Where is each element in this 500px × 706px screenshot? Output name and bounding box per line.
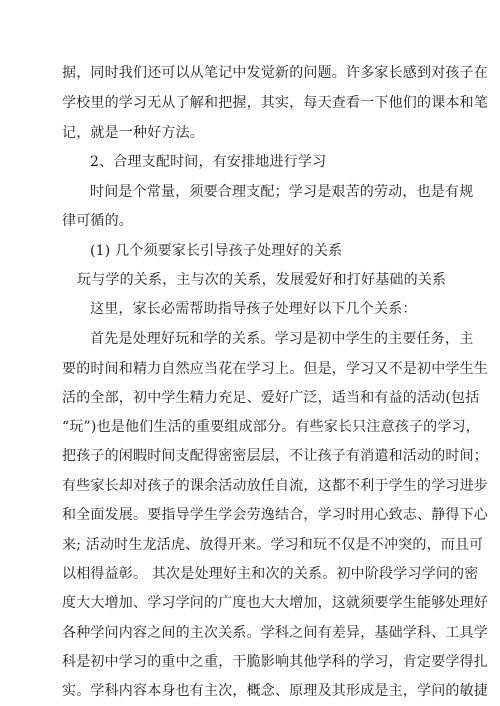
body-text-line: 以相得益彰。 其次是处理好主和次的关系。初中阶段学习学问的密 xyxy=(62,566,479,582)
body-text-line: 要的时间和精力自然应当花在学习上。但是，学习又不是初中学生生 xyxy=(62,361,488,377)
body-text-line: 把孩子的闲暇时间支配得密密层层，不让孩子有消遣和活动的时间； xyxy=(62,448,488,464)
body-text-line: 这里，家长必需帮助指导孩子处理好以下几个关系： xyxy=(90,301,417,317)
body-text-line: 实。学科内容本身也有主次，概念、原理及其形成是主，学问的敏捷 xyxy=(62,683,488,699)
body-text-line: 玩与学的关系，主与次的关系，发展爱好和打好基础的关系 xyxy=(77,272,447,288)
body-text-line: 据，同时我们还可以从笔记中发觉新的问题。许多家长感到对孩子在 xyxy=(62,65,488,81)
subsection-heading: (1) 几个须要家长引导孩子处理好的关系 xyxy=(90,243,343,259)
body-text-line: 度大大增加、学习学问的广度也大大增加，这就须要学生能够处理好 xyxy=(62,595,488,611)
body-text-line: 记，就是一种好方法。 xyxy=(62,125,204,141)
body-text-line: 律可循的。 xyxy=(62,213,133,229)
body-text-line: 时间是个常量，须要合理支配；学习是艰苦的劳动，也是有规 xyxy=(90,184,474,200)
body-text-line: 各种学问内容之间的主次关系。学科之间有差异，基础学科、工具学 xyxy=(62,625,488,641)
body-text-line: 有些家长却对孩子的课余活动放任自流，这都不利于学生的学习进步 xyxy=(62,478,488,494)
body-text-line: “玩”)也是他们生活的重要组成部分。有些家长只注意孩子的学习， xyxy=(62,419,480,435)
body-text-line: 首先是处理好玩和学的关系。学习是初中学生的主要任务，主 xyxy=(90,331,474,347)
body-text-line: 学校里的学习无从了解和把握，其实，每天查看一下他们的课本和笔 xyxy=(62,95,488,111)
body-text-line: 和全面发展。要指导学生学会劳逸结合，学习时用心致志、静得下心 xyxy=(62,507,488,523)
body-text-line: 来; 活动时生龙活虎、放得开来。学习和玩不仅是不冲突的，而且可 xyxy=(62,537,484,553)
body-text-line: 活的全部，初中学生精力充足、爱好广泛，适当和有益的活动(包括 xyxy=(62,390,480,406)
section-heading: 2、合理支配时间，有安排地进行学习 xyxy=(90,154,327,170)
body-text-line: 科是初中学习的重中之重，干脆影响其他学科的学习，肯定要学得扎 xyxy=(62,654,488,670)
